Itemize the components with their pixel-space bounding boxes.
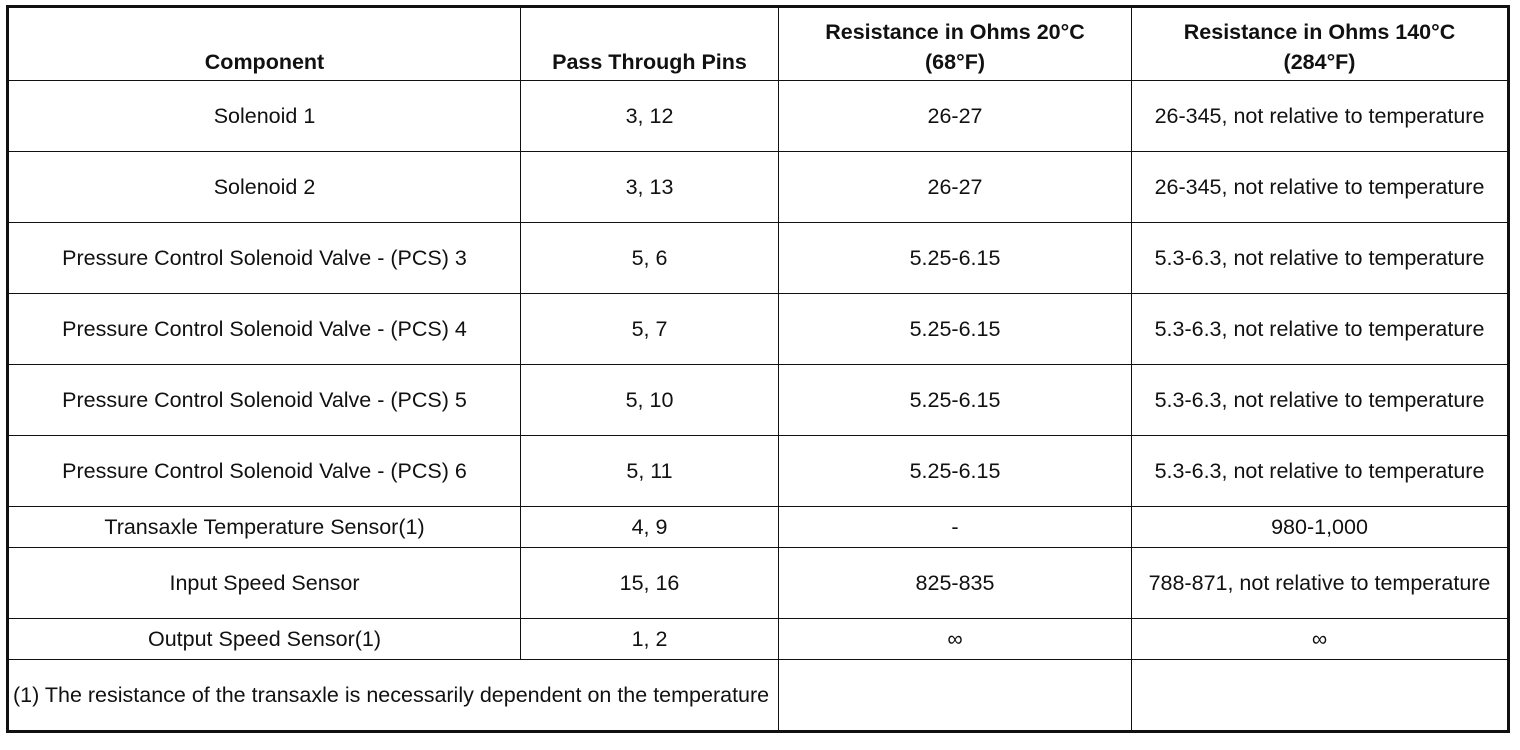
table-row <box>8 152 1509 223</box>
header-row <box>8 7 1509 81</box>
cell-pins: 5, 7 <box>521 294 779 365</box>
cell-component: Transaxle Temperature Sensor(1) <box>8 507 521 548</box>
cell-res140: 788-871, not relative to temperature <box>1132 548 1509 619</box>
footnote-empty-cell <box>779 660 1132 732</box>
footnote-text: (1) The resistance of the transaxle is necessarily dependent on the temperature <box>8 660 779 732</box>
cell-res20: 26-27 <box>779 81 1132 152</box>
cell-pins: 5, 10 <box>521 365 779 436</box>
cell-component: Pressure Control Solenoid Valve - (PCS) 6 <box>8 436 521 507</box>
table-row <box>8 365 1509 436</box>
header-res20-line2: (68°F) <box>925 50 985 74</box>
cell-pins: 15, 16 <box>521 548 779 619</box>
cell-res140: 5.3-6.3, not relative to temperature <box>1132 223 1509 294</box>
cell-res140: 5.3-6.3, not relative to temperature <box>1132 365 1509 436</box>
header-res20-line1: Resistance in Ohms 20°C <box>825 20 1085 44</box>
table-row <box>8 548 1509 619</box>
header-component: Component <box>8 7 521 81</box>
cell-res20: 5.25-6.15 <box>779 365 1132 436</box>
cell-res20: 5.25-6.15 <box>779 436 1132 507</box>
header-res20 <box>779 7 1132 81</box>
table-row <box>8 294 1509 365</box>
table-row <box>8 507 1509 548</box>
cell-res140: 5.3-6.3, not relative to temperature <box>1132 436 1509 507</box>
cell-component: Input Speed Sensor <box>8 548 521 619</box>
cell-res140: 26-345, not relative to temperature <box>1132 152 1509 223</box>
table-row <box>8 81 1509 152</box>
cell-component: Solenoid 1 <box>8 81 521 152</box>
cell-pins: 5, 11 <box>521 436 779 507</box>
cell-res140: 5.3-6.3, not relative to temperature <box>1132 294 1509 365</box>
cell-pins: 3, 13 <box>521 152 779 223</box>
cell-pins: 5, 6 <box>521 223 779 294</box>
cell-res20: ∞ <box>779 619 1132 660</box>
cell-pins: 1, 2 <box>521 619 779 660</box>
cell-res140: ∞ <box>1132 619 1509 660</box>
cell-res20: 825-835 <box>779 548 1132 619</box>
footnote-row <box>8 660 1509 732</box>
table-row <box>8 436 1509 507</box>
footnote-empty-cell <box>1132 660 1509 732</box>
cell-res20: 5.25-6.15 <box>779 294 1132 365</box>
cell-pins: 3, 12 <box>521 81 779 152</box>
cell-res140: 980-1,000 <box>1132 507 1509 548</box>
cell-res20: 5.25-6.15 <box>779 223 1132 294</box>
cell-component: Pressure Control Solenoid Valve - (PCS) 5 <box>8 365 521 436</box>
cell-res140: 26-345, not relative to temperature <box>1132 81 1509 152</box>
header-res140-line2: (284°F) <box>1283 50 1356 74</box>
cell-pins: 4, 9 <box>521 507 779 548</box>
cell-res20: 26-27 <box>779 152 1132 223</box>
table-row <box>8 223 1509 294</box>
cell-res20: - <box>779 507 1132 548</box>
cell-component: Output Speed Sensor(1) <box>8 619 521 660</box>
header-res140 <box>1132 7 1509 81</box>
table-row <box>8 619 1509 660</box>
header-pins: Pass Through Pins <box>521 7 779 81</box>
cell-component: Solenoid 2 <box>8 152 521 223</box>
cell-component: Pressure Control Solenoid Valve - (PCS) 3 <box>8 223 521 294</box>
cell-component: Pressure Control Solenoid Valve - (PCS) 4 <box>8 294 521 365</box>
resistance-spec-table <box>6 5 1510 733</box>
header-res140-line1: Resistance in Ohms 140°C <box>1183 20 1456 44</box>
